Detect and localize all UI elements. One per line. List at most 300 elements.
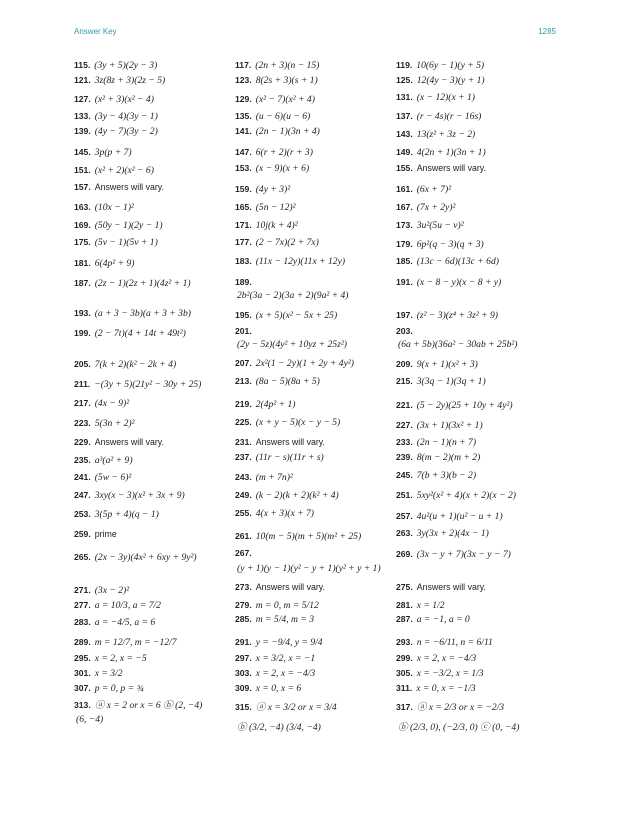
problem-number: 145.	[74, 147, 91, 157]
problem-number: 263.	[396, 528, 413, 538]
problem-number: 299.	[396, 653, 413, 663]
answer-entry	[235, 637, 323, 648]
answer-text: a = −1, a = 0	[416, 614, 470, 625]
problem-number: 313.	[74, 700, 91, 710]
answer-entry	[396, 376, 486, 387]
answer-entry	[396, 400, 513, 411]
problem-number: 173.	[396, 220, 413, 230]
problem-number: 237.	[235, 452, 252, 462]
answer-entry	[74, 278, 191, 289]
answer-text: ⓑ (3/2, −4) (3/4, −4)	[237, 722, 321, 733]
answer-text: 10(m − 5)(m + 5)(m² + 25)	[255, 531, 362, 542]
answer-entry	[396, 277, 501, 288]
answer-text: (2 − 7t)(4 + 14t + 49t²)	[94, 328, 186, 339]
problem-number: 127.	[74, 94, 91, 104]
answer-entry	[74, 75, 165, 86]
problem-number: 253.	[74, 509, 91, 519]
problem-number: 125.	[396, 75, 413, 85]
problem-number: 295.	[74, 653, 91, 663]
problem-number: 143.	[396, 129, 413, 139]
answer-text: x = 1/2	[416, 600, 445, 611]
answer-text: x = 3/2, x = −1	[255, 653, 316, 664]
answer-text: Answers will vary.	[255, 582, 325, 592]
answer-text: (5 − 2y)(25 + 10y + 4y²)	[416, 400, 513, 411]
problem-number: 175.	[74, 237, 91, 247]
problem-number: 239.	[396, 452, 413, 462]
answer-entry	[396, 600, 445, 611]
answer-entry	[396, 549, 511, 560]
answer-entry	[235, 490, 339, 501]
problem-number: 279.	[235, 600, 252, 610]
answer-text: (r − 4s)(r − 16s)	[416, 111, 482, 122]
answer-text: (3x + 1)(3x² + 1)	[416, 420, 483, 431]
answer-entry	[235, 277, 256, 288]
answer-text: 2x²(1 − 2y)(1 + 2y + 4y²)	[255, 358, 354, 369]
answer-text: (x² + 3)(x² − 4)	[94, 94, 154, 105]
answer-text: (x + 5)(x² − 5x + 25)	[255, 310, 338, 321]
problem-number: 243.	[235, 472, 252, 482]
answer-text: (x − 12)(x + 1)	[416, 92, 475, 103]
answer-text: (m + 7n)²	[255, 472, 293, 483]
answer-entry	[235, 600, 319, 611]
answer-entry	[396, 310, 498, 321]
answer-entry	[235, 163, 309, 174]
answer-entry	[74, 437, 164, 448]
answer-entry	[74, 509, 159, 520]
problem-number: 181.	[74, 258, 91, 268]
answer-text: (z² − 3)(z⁴ + 3z² + 9)	[416, 310, 499, 321]
problem-number: 227.	[396, 420, 413, 430]
problem-number: 199.	[74, 328, 91, 338]
answer-text: (5n − 12)²	[255, 202, 296, 213]
answer-text: Answers will vary.	[255, 437, 325, 447]
answer-text: x = 3/2	[94, 668, 123, 679]
problem-number: 245.	[396, 470, 413, 480]
problem-number: 255.	[235, 508, 252, 518]
problem-number: 197.	[396, 310, 413, 320]
answer-text: (3x − 2)²	[94, 585, 130, 596]
answer-entry	[396, 528, 489, 539]
answer-text: (2y − 5z)(4y² + 10yz + 25z²)	[237, 339, 347, 350]
answer-entry	[74, 126, 158, 137]
answer-text: p = 0, p = ¾	[94, 683, 144, 694]
answer-entry	[396, 256, 499, 267]
answer-entry	[235, 582, 325, 593]
answer-text: a = 10/3, a = 7/2	[94, 600, 161, 611]
answer-entry	[235, 358, 354, 369]
problem-number: 139.	[74, 126, 91, 136]
problem-number: 203.	[396, 326, 413, 336]
answer-text: (7x + 2y)²	[416, 202, 456, 213]
problem-number: 291.	[235, 637, 252, 647]
answer-entry	[235, 668, 315, 679]
answer-text: (8a − 5)(8a + 5)	[255, 376, 320, 387]
answer-entry	[74, 617, 155, 628]
problem-number: 121.	[74, 75, 91, 85]
answer-entry	[396, 582, 486, 593]
answer-entry	[74, 202, 134, 213]
answer-text: (k − 2)(k + 2)(k² + 4)	[255, 490, 339, 501]
problem-number: 151.	[74, 165, 91, 175]
answer-entry	[74, 585, 129, 596]
answer-text: 10(6y − 1)(y + 5)	[416, 60, 485, 71]
answer-text: 2b²(3a − 2)(3a + 2)(9a² + 4)	[237, 290, 349, 301]
answer-entry	[398, 722, 519, 733]
answer-text: (4y − 7)(3y − 2)	[94, 126, 158, 137]
problem-number: 317.	[396, 702, 413, 712]
answer-entry	[74, 653, 147, 664]
answer-entry	[237, 563, 381, 574]
problem-number: 269.	[396, 549, 413, 559]
problem-number: 247.	[74, 490, 91, 500]
answer-entry	[74, 308, 191, 319]
answer-entry	[74, 258, 134, 269]
answer-entry	[396, 452, 480, 463]
answer-text: 12(4y − 3)(y + 1)	[416, 75, 485, 86]
problem-number: 169.	[74, 220, 91, 230]
answer-text: (x² − 7)(x² + 4)	[255, 94, 315, 105]
answer-entry	[235, 376, 320, 387]
problem-number: 235.	[74, 455, 91, 465]
problem-number: 201.	[235, 326, 252, 336]
answer-text: −(3y + 5)(21y² − 30y + 25)	[94, 379, 202, 390]
problem-number: 213.	[235, 376, 252, 386]
answer-text: (6a + 5b)(36a² − 30ab + 25b²)	[398, 339, 518, 350]
answer-entry	[235, 508, 314, 519]
running-header-title: Answer Key	[74, 27, 117, 36]
answer-entry	[235, 614, 314, 625]
answer-entry	[396, 111, 481, 122]
answer-text: 7(k + 2)(k² − 2k + 4)	[94, 359, 177, 370]
problem-number: 303.	[235, 668, 252, 678]
answer-text: (x² + 2)(x² − 6)	[94, 165, 154, 176]
answer-text: (4x − 9)²	[94, 398, 130, 409]
problem-number: 217.	[74, 398, 91, 408]
answer-entry	[396, 490, 516, 501]
problem-number: 307.	[74, 683, 91, 693]
answer-entry	[235, 184, 290, 195]
problem-number: 189.	[235, 277, 252, 287]
answer-entry	[74, 490, 185, 501]
answer-text: 7(b + 3)(b − 2)	[416, 470, 477, 481]
answer-text: 8(m − 2)(m + 2)	[416, 452, 481, 463]
answer-entry	[396, 184, 451, 195]
problem-number: 149.	[396, 147, 413, 157]
problem-number: 275.	[396, 582, 413, 592]
answer-entry	[235, 399, 295, 410]
problem-number: 195.	[235, 310, 252, 320]
answer-entry	[396, 326, 417, 337]
answer-text: m = 0, m = 5/12	[255, 600, 319, 611]
answer-entry	[74, 472, 131, 483]
answer-entry	[74, 529, 117, 540]
problem-number: 191.	[396, 277, 413, 287]
answer-text: 4(2n + 1)(3n + 1)	[416, 147, 486, 158]
problem-number: 171.	[235, 220, 252, 230]
answer-entry	[74, 182, 164, 193]
answer-entry	[74, 60, 157, 71]
problem-number: 185.	[396, 256, 413, 266]
answer-text: (x − 9)(x + 6)	[255, 163, 310, 174]
answer-text: (u − 6)(u − 6)	[255, 111, 311, 122]
answer-entry	[235, 437, 325, 448]
answer-text: (x + y − 5)(x − y − 5)	[255, 417, 341, 428]
answer-text: (y + 1)(y − 1)(y² − y + 1)(y² + y + 1)	[237, 563, 381, 574]
answer-entry	[74, 398, 129, 409]
problem-number: 271.	[74, 585, 91, 595]
answer-text: (6x + 7)²	[416, 184, 452, 195]
answer-text: (5w − 6)²	[94, 472, 132, 483]
problem-number: 225.	[235, 417, 252, 427]
answer-entry	[237, 722, 321, 733]
answer-text: (10x − 1)²	[94, 202, 134, 213]
problem-number: 229.	[74, 437, 91, 447]
answer-entry	[235, 702, 337, 713]
answer-entry	[396, 359, 478, 370]
problem-number: 211.	[74, 379, 91, 389]
answer-text: ⓐ x = 3/2 or x = 3/4	[255, 702, 337, 713]
answer-text: 5(3n + 2)²	[94, 418, 135, 429]
answer-text: (5v − 1)(5v + 1)	[94, 237, 158, 248]
answer-text: (2z − 1)(2z + 1)(4z² + 1)	[94, 278, 191, 289]
answer-text: ⓐ x = 2/3 or x = −2/3	[416, 702, 505, 713]
problem-number: 153.	[235, 163, 252, 173]
answer-entry	[235, 60, 319, 71]
answer-text: 4u²(u + 1)(u² − u + 1)	[416, 511, 503, 522]
answer-entry	[396, 637, 493, 648]
answer-text: 3p(p + 7)	[94, 147, 132, 158]
problem-number: 205.	[74, 359, 91, 369]
answer-entry	[74, 379, 201, 390]
problem-number: 219.	[235, 399, 252, 409]
answer-entry	[74, 552, 197, 563]
answer-text: y = −9/4, y = 9/4	[255, 637, 323, 648]
answer-entry	[235, 326, 256, 337]
problem-number: 259.	[74, 529, 91, 539]
problem-number: 133.	[74, 111, 91, 121]
answer-entry	[396, 683, 476, 694]
answer-text: 6p²(q − 3)(q + 3)	[416, 239, 484, 250]
problem-number: 177.	[235, 237, 252, 247]
problem-number: 161.	[396, 184, 413, 194]
answer-text: 6(4p² + 9)	[94, 258, 135, 269]
problem-number: 163.	[74, 202, 91, 212]
answer-entry	[235, 202, 295, 213]
answer-entry	[396, 653, 476, 664]
answer-text: 4(x + 3)(x + 7)	[255, 508, 314, 519]
problem-number: 257.	[396, 511, 413, 521]
answer-text: 2(4p² + 1)	[255, 399, 296, 410]
answer-entry	[74, 700, 202, 711]
answer-entry	[74, 147, 132, 158]
answer-entry	[396, 702, 504, 713]
problem-number: 157.	[74, 182, 91, 192]
answer-text: (x − 8 − y)(x − 8 + y)	[416, 277, 502, 288]
problem-number: 265.	[74, 552, 91, 562]
answer-entry	[74, 165, 154, 176]
answer-entry	[396, 239, 484, 250]
answer-text: (a + 3 − 3b)(a + 3 + 3b)	[94, 308, 191, 319]
answer-entry	[396, 220, 464, 231]
answer-entry	[237, 290, 349, 301]
problem-number: 115.	[74, 60, 91, 70]
answer-text: (4y + 3)²	[255, 184, 291, 195]
problem-number: 241.	[74, 472, 91, 482]
answer-text: (3x − y + 7)(3x − y − 7)	[416, 549, 511, 560]
answer-text: (11x − 12y)(11x + 12y)	[255, 256, 346, 267]
answer-entry	[396, 75, 485, 86]
answer-text: 8(2s + 3)(s + 1)	[255, 75, 318, 86]
answer-text: x = −3/2, x = 1/3	[416, 668, 484, 679]
answer-entry	[74, 111, 158, 122]
problem-number: 147.	[235, 147, 252, 157]
answer-entry	[235, 531, 361, 542]
answer-text: x = 0, x = 6	[255, 683, 302, 694]
answer-text: x = 0, x = −1/3	[416, 683, 476, 694]
answer-text: 9(x + 1)(x² + 3)	[416, 359, 478, 370]
answer-text: 5xy²(x² + 4)(x + 2)(x − 2)	[416, 490, 516, 501]
answer-entry	[396, 614, 470, 625]
answer-entry	[396, 163, 486, 174]
answer-text: 3z(8z + 3)(2z − 5)	[94, 75, 166, 86]
answer-text: n = −6/11, n = 6/11	[416, 637, 493, 648]
answer-entry	[396, 470, 476, 481]
answer-entry	[396, 202, 455, 213]
problem-number: 123.	[235, 75, 252, 85]
answer-entry	[396, 668, 484, 679]
answer-text: (13c − 6d)(13c + 6d)	[416, 256, 499, 267]
problem-number: 141.	[235, 126, 252, 136]
answer-text: m = 5/4, m = 3	[255, 614, 314, 625]
answer-text: 3(5p + 4)(q − 1)	[94, 509, 159, 520]
problem-number: 159.	[235, 184, 252, 194]
answer-text: x = 2, x = −4/3	[255, 668, 316, 679]
answer-text: 10j(k + 4)²	[255, 220, 298, 231]
problem-number: 281.	[396, 600, 413, 610]
answer-entry	[235, 220, 298, 231]
answer-text: ⓐ x = 2 or x = 6 ⓑ (2, −4)	[94, 700, 203, 711]
answer-entry	[396, 420, 483, 431]
problem-number: 165.	[235, 202, 252, 212]
answer-entry	[396, 92, 475, 103]
answer-text: 3u²(5u − v)²	[416, 220, 464, 231]
answer-entry	[235, 94, 315, 105]
answer-text: (2 − 7x)(2 + 7x)	[255, 237, 319, 248]
answer-entry	[76, 714, 103, 725]
answer-text: Answers will vary.	[416, 582, 486, 592]
answer-text: (2n − 1)(3n + 4)	[255, 126, 320, 137]
problem-number: 273.	[235, 582, 252, 592]
answer-entry	[235, 548, 256, 559]
answer-text: ⓑ (2/3, 0), (−2/3, 0) ⓒ (0, −4)	[398, 722, 520, 733]
problem-number: 167.	[396, 202, 413, 212]
answer-text: (11r − s)(11r + s)	[255, 452, 324, 463]
problem-number: 283.	[74, 617, 91, 627]
answer-text: x = 2, x = −4/3	[416, 653, 477, 664]
problem-number: 261.	[235, 531, 252, 541]
answer-text: (2n + 3)(n − 15)	[255, 60, 320, 71]
problem-number: 155.	[396, 163, 413, 173]
problem-number: 305.	[396, 668, 413, 678]
answer-text: (3y + 5)(2y − 3)	[94, 60, 158, 71]
answer-text: a = −4/5, a = 6	[94, 617, 156, 628]
problem-number: 215.	[396, 376, 413, 386]
answer-entry	[396, 60, 484, 71]
answer-text: 3y(3x + 2)(4x − 1)	[416, 528, 489, 539]
problem-number: 131.	[396, 92, 413, 102]
answer-text: (2n − 1)(n + 7)	[416, 437, 477, 448]
answer-entry	[235, 472, 293, 483]
answer-entry	[74, 418, 134, 429]
answer-text: 3(3q − 1)(3q + 1)	[416, 376, 486, 387]
answer-entry	[74, 94, 154, 105]
answer-entry	[235, 256, 345, 267]
problem-number: 297.	[235, 653, 252, 663]
problem-number: 137.	[396, 111, 413, 121]
problem-number: 287.	[396, 614, 413, 624]
answer-entry	[235, 417, 340, 428]
answer-text: Answers will vary.	[94, 437, 164, 447]
problem-number: 301.	[74, 668, 91, 678]
answer-text: (50y − 1)(2y − 1)	[94, 220, 163, 231]
answer-entry	[74, 600, 161, 611]
problem-number: 117.	[235, 60, 252, 70]
answer-text: (2x − 3y)(4x² + 6xy + 9y²)	[94, 552, 197, 563]
problem-number: 285.	[235, 614, 252, 624]
answer-entry	[235, 452, 324, 463]
problem-number: 233.	[396, 437, 413, 447]
problem-number: 309.	[235, 683, 252, 693]
problem-number: 193.	[74, 308, 91, 318]
answer-entry	[74, 668, 123, 679]
problem-number: 249.	[235, 490, 252, 500]
answer-entry	[74, 683, 144, 694]
page-number: 1285	[538, 27, 556, 36]
answer-text: 6(r + 2)(r + 3)	[255, 147, 313, 158]
answer-entry	[235, 111, 310, 122]
answer-entry	[235, 126, 320, 137]
problem-number: 231.	[235, 437, 252, 447]
problem-number: 289.	[74, 637, 91, 647]
answer-entry	[74, 455, 133, 466]
problem-number: 187.	[74, 278, 91, 288]
problem-number: 223.	[74, 418, 91, 428]
answer-entry	[235, 75, 318, 86]
answer-text: Answers will vary.	[416, 163, 486, 173]
answer-entry	[396, 129, 475, 140]
answer-entry	[74, 328, 186, 339]
problem-number: 183.	[235, 256, 252, 266]
problem-number: 315.	[235, 702, 252, 712]
answer-entry	[235, 683, 301, 694]
problem-number: 293.	[396, 637, 413, 647]
problem-number: 135.	[235, 111, 252, 121]
answer-text: 13(z² + 3z − 2)	[416, 129, 476, 140]
answer-entry	[235, 237, 319, 248]
answer-entry	[237, 339, 347, 350]
problem-number: 179.	[396, 239, 413, 249]
answer-entry	[235, 653, 315, 664]
answer-entry	[396, 437, 476, 448]
problem-number: 129.	[235, 94, 252, 104]
problem-number: 277.	[74, 600, 91, 610]
answer-text: 3xy(x − 3)(x² + 3x + 9)	[94, 490, 185, 501]
answer-text: Answers will vary.	[94, 182, 164, 192]
problem-number: 251.	[396, 490, 413, 500]
problem-number: 119.	[396, 60, 413, 70]
answer-entry	[235, 147, 313, 158]
answer-text: prime	[94, 529, 117, 539]
